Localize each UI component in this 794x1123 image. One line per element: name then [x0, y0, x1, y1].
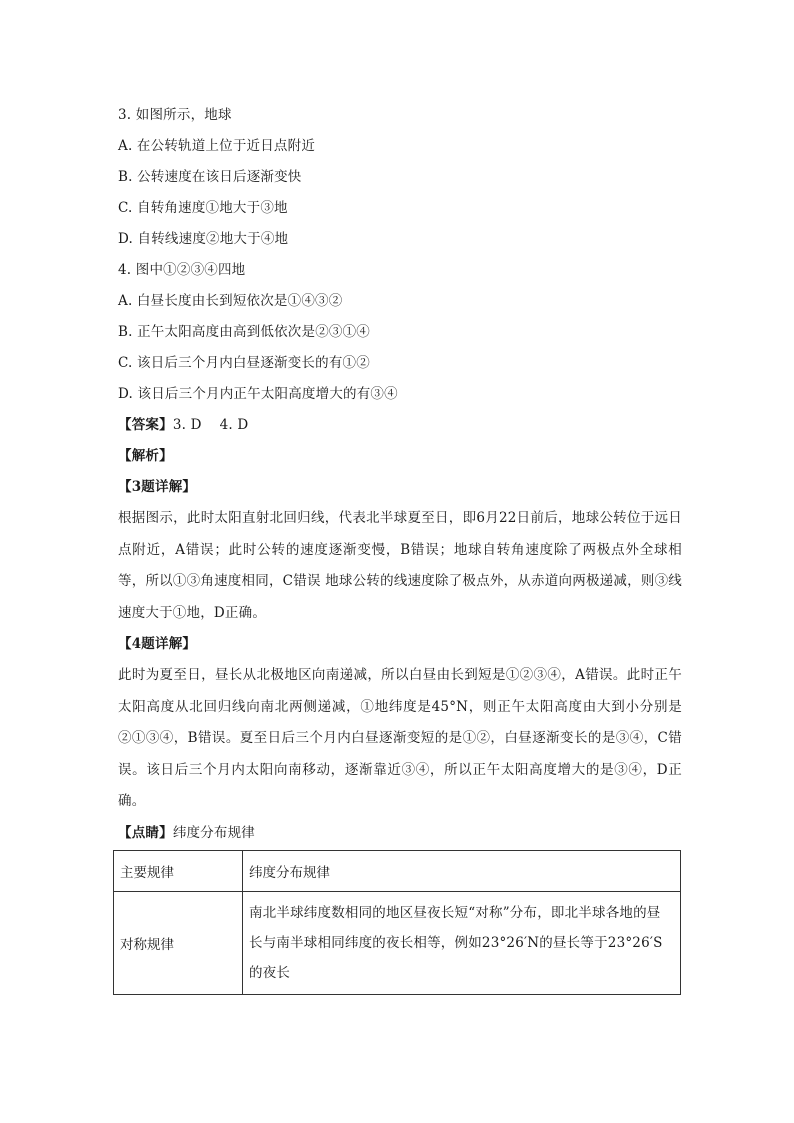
question-4-stem: 4. 图中①②③④四地 [118, 262, 246, 278]
tip-label: 【点睛】 [118, 824, 173, 841]
latitude-rules-table [113, 850, 681, 995]
question-3-option-c: C. 自转角速度①地大于③地 [118, 200, 288, 216]
question-3-stem: 3. 如图所示，地球 [118, 107, 232, 123]
table-header-distribution: 纬度分布规律 [243, 850, 681, 891]
document-page [118, 100, 682, 995]
table-cell-description-text: 南北半球纬度数相同的地区昼夜长短“对称”分布，即北半球各地的昼长与南半球相同纬度的夜长相等，例如23°26′N的昼长等于23°26′S的夜长 [249, 904, 663, 981]
answer-label: 【答案】 [118, 417, 173, 433]
tip-text: 纬度分布规律 [172, 824, 256, 841]
table-row [114, 891, 681, 994]
question-4-option-c: C. 该日后三个月内白昼逐渐变长的有①② [118, 355, 370, 371]
question-4-option-d: D. 该日后三个月内正午太阳高度增大的有③④ [118, 386, 398, 402]
analysis-label: 【解析】 [118, 448, 173, 464]
table-header-row [114, 850, 681, 891]
question-3-option-d: D. 自转线速度②地大于④地 [118, 231, 289, 247]
table-header-rule: 主要规律 [114, 850, 243, 891]
question-3-detail-text: 根据图示，此时太阳直射北回归线，代表北半球夏至日，即6月22日前后，地球公转位于远日点附近，A错误；此时公转的速度逐渐变慢，B错误；地球自转角速度除了两极点外全球相等，所以①③角速度相同，C错误 地球公转的线速度除了极点外，从赤道向两极递减，则③线速度大于①地，D正确。 [118, 510, 682, 621]
table-cell-description [243, 891, 681, 994]
question-4-option-a: A. 白昼长度由长到短依次是①④③② [118, 293, 343, 309]
question-3-option-a: A. 在公转轨道上位于近日点附近 [118, 138, 316, 154]
table-cell-rule: 对称规律 [114, 891, 243, 994]
answer-text: 3. D 4. D [172, 417, 249, 433]
question-4-option-b: B. 正午太阳高度由高到低依次是②③①④ [118, 324, 371, 340]
answer-line [118, 410, 682, 441]
question-4-detail-text: 此时为夏至日，昼长从北极地区向南递减，所以白昼由长到短是①②③④，A错误。此时正午太阳高度从北回归线向南北两侧递减，①地纬度是45°N，则正午太阳高度由大到小分别是②①③④，B错误。夏至日后三个月内白昼逐渐变短的是①②，白昼逐渐变长的是③④，C错误。该日后三个月内太阳向南移动，逐渐靠近③④，所以正午太阳高度增大的是③④，D正确。 [118, 667, 682, 809]
tip-line [118, 818, 682, 849]
question-3-option-b: B. 公转速度在该日后逐渐变快 [118, 169, 302, 185]
question-4-detail-label: 【4题详解】 [118, 636, 197, 652]
question-3-detail-label: 【3题详解】 [118, 479, 197, 495]
